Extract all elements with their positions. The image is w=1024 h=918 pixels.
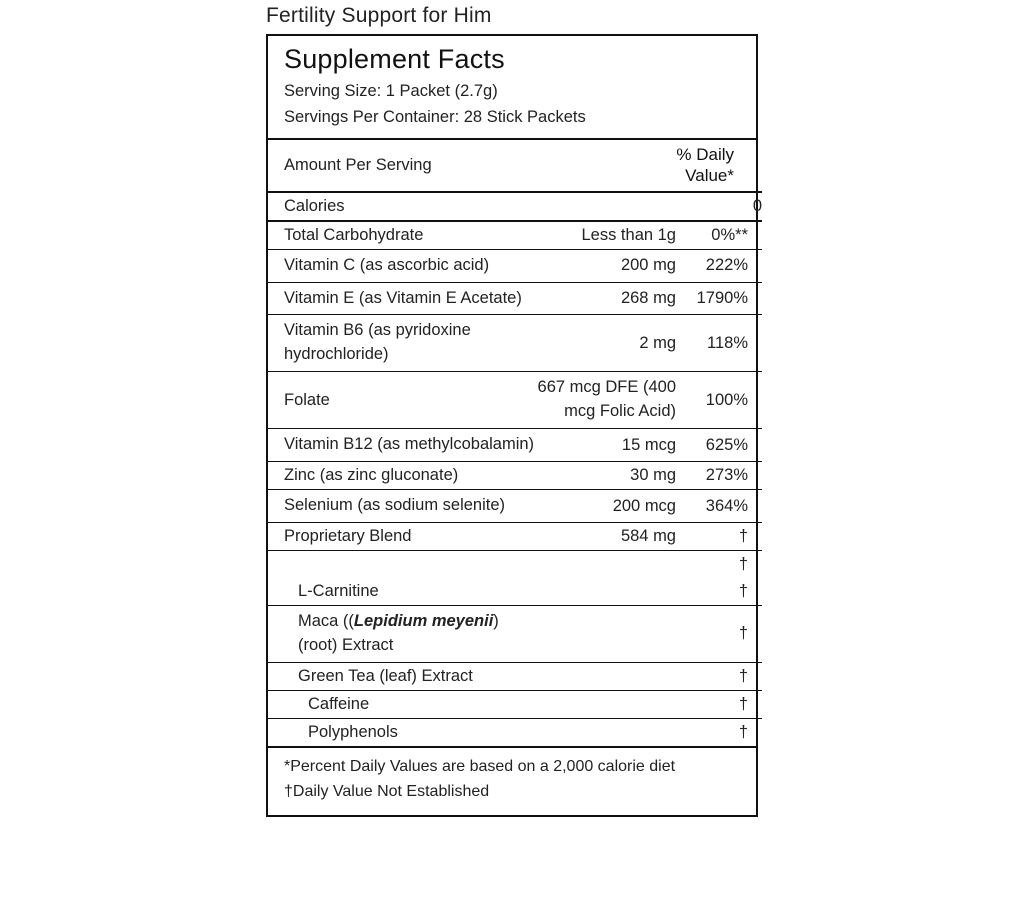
blend-item-amount <box>536 662 676 690</box>
blend-item-name: Green Tea (leaf) Extract <box>268 662 536 690</box>
servings-per-container: Servings Per Container: 28 Stick Packets <box>284 107 586 126</box>
table-row <box>268 249 762 282</box>
table-row <box>268 490 762 523</box>
nutrient-amount: 2 mg <box>536 315 676 372</box>
table-row-proprietary-blend <box>268 523 762 551</box>
table-header-row <box>268 140 762 192</box>
blend-item-amount <box>536 578 676 606</box>
table-row-blend-item <box>268 551 762 579</box>
blend-item-name-post: ) (root) Extract <box>298 612 499 654</box>
daily-value-line1: % Daily <box>676 145 734 165</box>
nutrient-name: Proprietary Blend <box>268 523 536 551</box>
nutrient-name: Total Carbohydrate <box>268 221 536 250</box>
blend-item-dv: † <box>676 606 762 663</box>
blend-item-dv: † <box>676 662 762 690</box>
nutrient-amount: 584 mg <box>536 523 676 551</box>
blend-item-amount <box>536 551 676 579</box>
nutrient-dv: 273% <box>676 462 762 490</box>
blend-item-dv: † <box>676 718 762 746</box>
blend-item-name: L-Carnitine <box>298 582 379 600</box>
nutrient-name: Vitamin B6 (as pyridoxine hydrochloride) <box>268 315 536 372</box>
nutrient-amount: 200 mg <box>536 249 676 282</box>
table-row <box>268 372 762 429</box>
table-row <box>268 282 762 315</box>
nutrient-amount: 15 mcg <box>536 429 676 462</box>
blend-item-name <box>268 606 536 663</box>
table-row-blend-item <box>268 718 762 746</box>
daily-value-label <box>676 140 762 192</box>
nutrient-amount: 200 mcg <box>536 490 676 523</box>
nutrient-amount: Less than 1g <box>536 221 676 250</box>
table-row-blend-item <box>268 578 762 606</box>
calories-row <box>268 192 762 221</box>
blend-item-amount <box>536 718 676 746</box>
footnotes <box>268 746 756 815</box>
footnote-dagger: †Daily Value Not Established <box>284 783 490 801</box>
table-row-blend-item <box>268 606 762 663</box>
blend-item-dv: † <box>738 582 748 600</box>
nutrient-amount: 268 mg <box>536 282 676 315</box>
nutrient-dv: 625% <box>676 429 762 462</box>
nutrient-name: Folate <box>268 372 536 429</box>
amount-per-serving-label: Amount Per Serving <box>284 155 432 174</box>
header-spacer <box>536 140 676 192</box>
nutrient-dv: 364% <box>676 490 762 523</box>
blend-item-dv: † <box>676 551 762 579</box>
nutrient-dv: 222% <box>676 249 762 282</box>
calories-value: 0 <box>536 192 762 221</box>
blend-item-dv: † <box>676 690 762 718</box>
blend-item-name-italic: Lepidium meyenii <box>353 612 494 630</box>
nutrient-dv: 100% <box>676 372 762 429</box>
nutrient-dv: 1790% <box>676 282 762 315</box>
blend-item-name-pre: Maca (( <box>298 612 354 630</box>
nutrient-dv: 118% <box>676 315 762 372</box>
footnote-daily-values: *Percent Daily Values are based on a 2,000 calorie diet <box>284 757 676 775</box>
facts-table <box>268 140 762 746</box>
table-row <box>268 221 762 250</box>
blend-item-name: Polyphenols <box>268 718 536 746</box>
nutrient-amount: 30 mg <box>536 462 676 490</box>
table-row <box>268 429 762 462</box>
blend-item-name <box>268 551 536 579</box>
blend-item-amount <box>536 690 676 718</box>
supplement-facts-heading: Supplement Facts <box>284 44 505 74</box>
table-row <box>268 315 762 372</box>
page-title: Fertility Support for Him <box>266 4 492 27</box>
serving-info <box>268 77 756 138</box>
blend-item-amount <box>536 606 676 663</box>
supplement-facts-panel <box>266 34 762 817</box>
table-row-blend-item <box>268 662 762 690</box>
nutrient-name: Vitamin B12 (as methylcobalamin) <box>268 429 536 462</box>
table-row-blend-item <box>268 690 762 718</box>
serving-size: Serving Size: 1 Packet (2.7g) <box>284 82 498 100</box>
nutrient-amount: 667 mcg DFE (400 mcg Folic Acid) <box>536 372 676 429</box>
nutrient-name: Selenium (as sodium selenite) <box>268 490 536 523</box>
table-row <box>268 462 762 490</box>
nutrient-name: Vitamin E (as Vitamin E Acetate) <box>268 282 536 315</box>
nutrient-name: Vitamin C (as ascorbic acid) <box>268 249 536 282</box>
nutrient-name: Zinc (as zinc gluconate) <box>268 462 536 490</box>
calories-label: Calories <box>268 192 536 221</box>
blend-item-name: Caffeine <box>268 690 536 718</box>
nutrient-dv: 0%** <box>676 221 762 250</box>
nutrient-dv: † <box>676 523 762 551</box>
daily-value-line2: Value* <box>685 166 734 186</box>
